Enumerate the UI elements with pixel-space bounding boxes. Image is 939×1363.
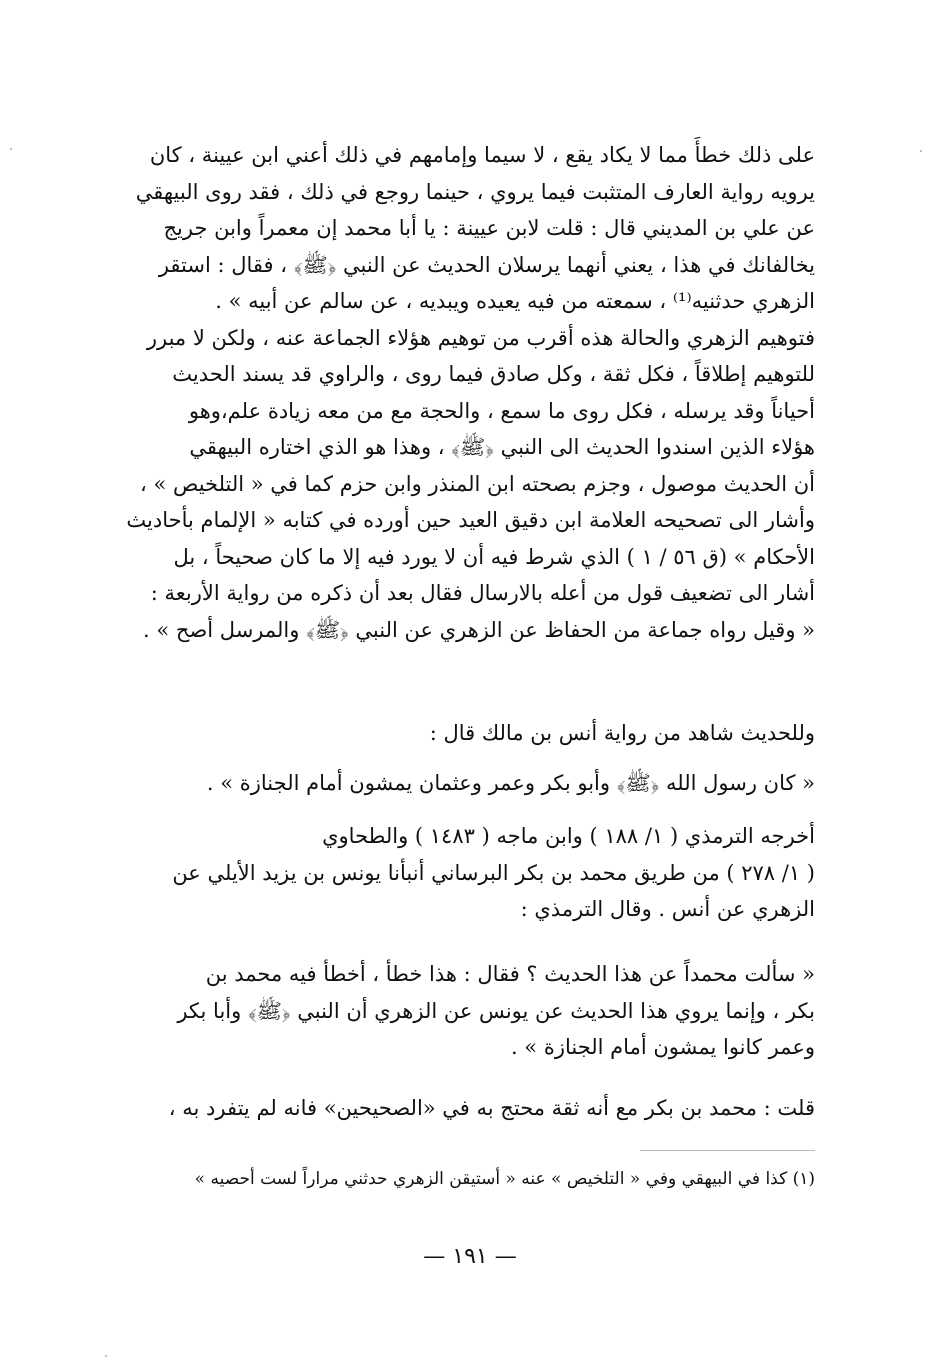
text-line: « كان رسول الله ﴿ﷺ﴾ وأبو بكر وعمر وعثمان يمشون أمام الجنازة » .	[206, 771, 815, 795]
scan-speck	[105, 1355, 107, 1357]
text-line: « سألت محمداً عن هذا الحديث ؟ فقال : هذا خطأ ، أخطأ فيه محمد بن	[205, 962, 815, 986]
scan-speck	[920, 150, 922, 152]
text-line: على ذلك خطأً مما لا يكاد يقع ، لا سيما وإمامهم في ذلك أعني ابن عيينة ، كان	[149, 143, 815, 167]
text-line: ( ١/ ٢٧٨ ) من طريق محمد بن بكر البرساني أنبأنا يونس بن يزيد الأيلي عن	[172, 860, 815, 885]
text-line: بكر ، وإنما يروي هذا الحديث عن يونس عن الزهري أن النبي ﴿ﷺ﴾ وأبا بكر	[177, 998, 815, 1023]
paragraph-tirmidhi-quote	[125, 956, 815, 1066]
text-line: هؤلاء الذين اسندوا الحديث الى النبي ﴿ﷺ﴾ ، وهذا هو الذي اختاره البيهقي	[189, 435, 815, 459]
page-number: — ١٩١ —	[423, 1244, 517, 1269]
text-line: « وقيل رواه جماعة من الحفاظ عن الزهري عن النبي ﴿ﷺ﴾ والمرسل أصح » .	[143, 617, 815, 642]
text-line: عن علي بن المديني قال : قلت لابن عيينة : يا أبا محمد إن معمراً وابن جريج	[163, 216, 815, 240]
text-line: للتوهيم إطلاقاً ، فكل ثقة ، وكل صادق فيما روى ، والراوي قد يسند الحديث	[172, 362, 815, 386]
footnote: (١) كذا في البيهقي وفي « التلخيص » عنه « أستيقن الزهري حدثني مراراً لست أحصيه »	[194, 1169, 815, 1189]
paragraph-main-argument	[125, 137, 815, 648]
paragraph-takhrij	[125, 818, 815, 928]
text-line: أشار الى تضعيف قول من أعله بالارسال فقال بعد أن ذكره من رواية الأربعة :	[150, 581, 815, 605]
scan-speck	[10, 148, 12, 150]
paragraph-witness-intro	[125, 715, 815, 752]
text-line: أخرجه الترمذي ( ١/ ١٨٨ ) وابن ماجه ( ١٤٨٣ ) والطحاوي	[322, 824, 815, 848]
text-line: يخالفانك في هذا ، يعني أنهما يرسلان الحديث عن النبي ﴿ﷺ﴾ ، فقال : استقر	[158, 252, 815, 277]
text-line: وللحديث شاهد من رواية أنس بن مالك قال :	[429, 721, 815, 745]
text-line: الأحكام » (ق ٥٦ / ١ ) الذي شرط فيه أن لا يورد فيه إلا ما كان صحيحاً ، بل	[173, 544, 815, 569]
paragraph-author-comment	[125, 1090, 815, 1127]
text-line: وعمر كانوا يمشون أمام الجنازة » .	[510, 1035, 815, 1059]
text-line: أن الحديث موصول ، وجزم بصحته ابن المنذر وابن حزم كما في « التلخيص » ،	[139, 471, 815, 496]
text-line: وأشار الى تصحيحه العلامة ابن دقيق العيد حين أورده في كتابه « الإلمام بأحاديث	[126, 508, 815, 532]
text-line: فتوهيم الزهري والحالة هذه أقرب من توهيم هؤلاء الجماعة عنه ، ولكن لا مبرر	[146, 325, 815, 350]
text-line: الزهري حدثنيه⁽¹⁾ ، سمعته من فيه يعيده ويبديه ، عن سالم عن أبيه » .	[215, 289, 815, 313]
footnote-divider	[640, 1150, 815, 1151]
paragraph-hadith-quote	[125, 765, 815, 802]
text-line: قلت : محمد بن بكر مع أنه ثقة محتج به في «الصحيحين» فانه لم يتفرد به ،	[168, 1096, 815, 1120]
text-line: أحياناً وقد يرسله ، فكل روى ما سمع ، والحجة مع من معه زيادة علم،وهو	[188, 398, 815, 423]
text-line: الزهري عن أنس . وقال الترمذي :	[520, 897, 815, 921]
text-line: يرويه رواية العارف المتثبت فيما يروي ، حينما روجع في ذلك ، فقد روى البيهقي	[135, 179, 815, 204]
